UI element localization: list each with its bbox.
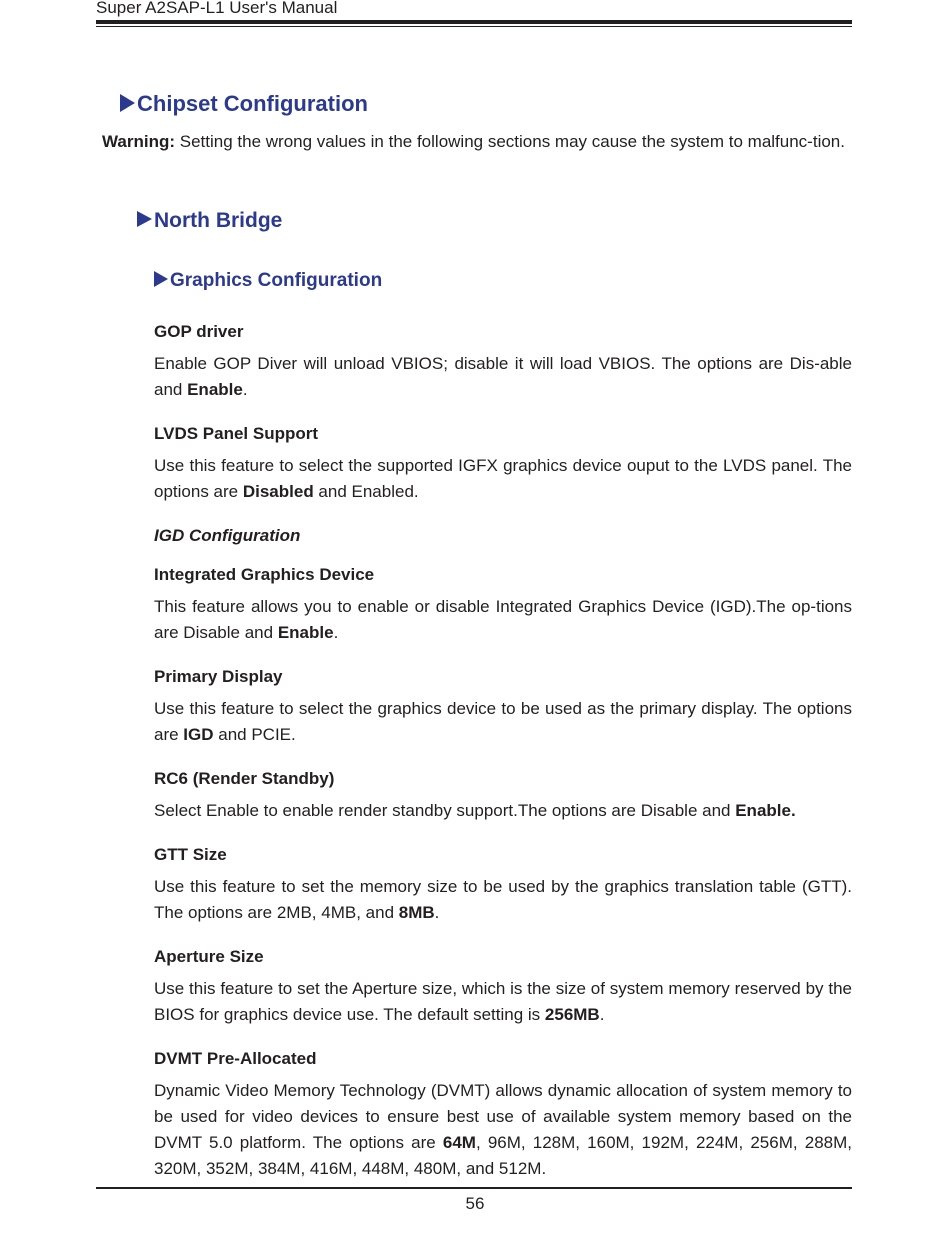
desc-default-value: IGD xyxy=(183,725,214,744)
heading-text: North Bridge xyxy=(154,209,283,232)
desc-text: and PCIE. xyxy=(213,725,296,744)
desc-default-value: Disabled xyxy=(242,482,314,501)
heading-text: Graphics Configuration xyxy=(170,270,383,291)
heading-text: Chipset Configuration xyxy=(137,91,368,116)
item-desc-gtt-size xyxy=(154,874,852,926)
heading-chipset-configuration xyxy=(120,90,368,118)
desc-text: Use this feature to set the memory size to be used by the graphics translation table (GTT). The options are 2MB, 4MB, and xyxy=(154,877,852,922)
item-desc-gop-driver xyxy=(154,351,852,403)
desc-default-value: 256MB xyxy=(544,1005,600,1024)
desc-text: Use this feature to set the Aperture size, which is the size of system memory reserved by the BIOS for graphics device use. The default setting is xyxy=(154,979,852,1024)
desc-default-value: Enable xyxy=(187,380,243,399)
item-desc-integrated-graphics-device xyxy=(154,594,852,646)
desc-text: Use this feature to select the graphics device to be used as the primary display. The options are xyxy=(154,699,852,744)
desc-text: . xyxy=(599,1005,605,1024)
desc-text: Dynamic Video Memory Technology (DVMT) allows dynamic allocation of system memory to be used for video devices to ensure best use of available system memory based on the DVMT 5.0 platform. The options are xyxy=(154,1081,852,1152)
item-desc-aperture-size xyxy=(154,976,852,1028)
item-title-gtt-size: GTT Size xyxy=(154,845,227,864)
page-number: 56 xyxy=(465,1194,485,1213)
item-title-rc6-render-standby: RC6 (Render Standby) xyxy=(154,769,335,788)
desc-default-value: Enable xyxy=(277,623,334,642)
warning-paragraph xyxy=(102,132,852,151)
item-title-dvmt-pre-allocated: DVMT Pre-Allocated xyxy=(154,1049,317,1068)
item-desc-lvds-panel-support xyxy=(154,453,852,505)
triangle-right-icon xyxy=(137,211,152,227)
item-title-integrated-graphics-device: Integrated Graphics Device xyxy=(154,565,375,584)
triangle-right-icon xyxy=(120,94,135,112)
header-rule-thin xyxy=(96,26,852,27)
item-desc-rc6-render-standby xyxy=(154,798,852,824)
desc-text: . xyxy=(434,903,440,922)
item-desc-primary-display xyxy=(154,696,852,748)
item-title-lvds-panel-support: LVDS Panel Support xyxy=(154,424,319,443)
warning-text: Setting the wrong values in the following sections may cause the system to malfunc-tion. xyxy=(175,132,845,151)
item-title-primary-display: Primary Display xyxy=(154,667,283,686)
desc-text: This feature allows you to enable or disable Integrated Graphics Device (IGD).The op-tions are Disable and xyxy=(154,597,852,642)
desc-default-value: 8MB xyxy=(398,903,435,922)
desc-text: Enable GOP Diver will unload VBIOS; disable it will load VBIOS. The options are Dis-able and xyxy=(154,354,852,399)
item-title-gop-driver: GOP driver xyxy=(154,322,244,341)
item-title-aperture-size: Aperture Size xyxy=(154,947,264,966)
running-header: Super A2SAP-L1 User's Manual xyxy=(96,0,338,17)
desc-text: Select Enable to enable render standby support.The options are Disable and xyxy=(154,801,736,820)
item-desc-dvmt-pre-allocated xyxy=(154,1078,852,1182)
desc-default-value: 64M xyxy=(442,1133,476,1152)
desc-text: , 96M, 128M, 160M, 192M, 224M, 256M, 288M, 320M, 352M, 384M, 416M, 448M, 480M, and 512M. xyxy=(154,1133,852,1178)
subsection-igd-configuration: IGD Configuration xyxy=(154,526,301,545)
triangle-right-icon xyxy=(154,271,168,287)
desc-default-value: Enable. xyxy=(735,801,796,820)
desc-text: and Enabled. xyxy=(313,482,419,501)
warning-label: Warning: xyxy=(102,132,176,151)
heading-north-bridge xyxy=(137,207,282,235)
desc-text: Use this feature to select the supported IGFX graphics device ouput to the LVDS panel. The options are xyxy=(154,456,852,501)
heading-graphics-configuration xyxy=(154,268,382,294)
desc-text: . xyxy=(333,623,339,642)
header-rule xyxy=(96,20,852,24)
footer-rule xyxy=(96,1187,852,1189)
desc-text: . xyxy=(242,380,248,399)
